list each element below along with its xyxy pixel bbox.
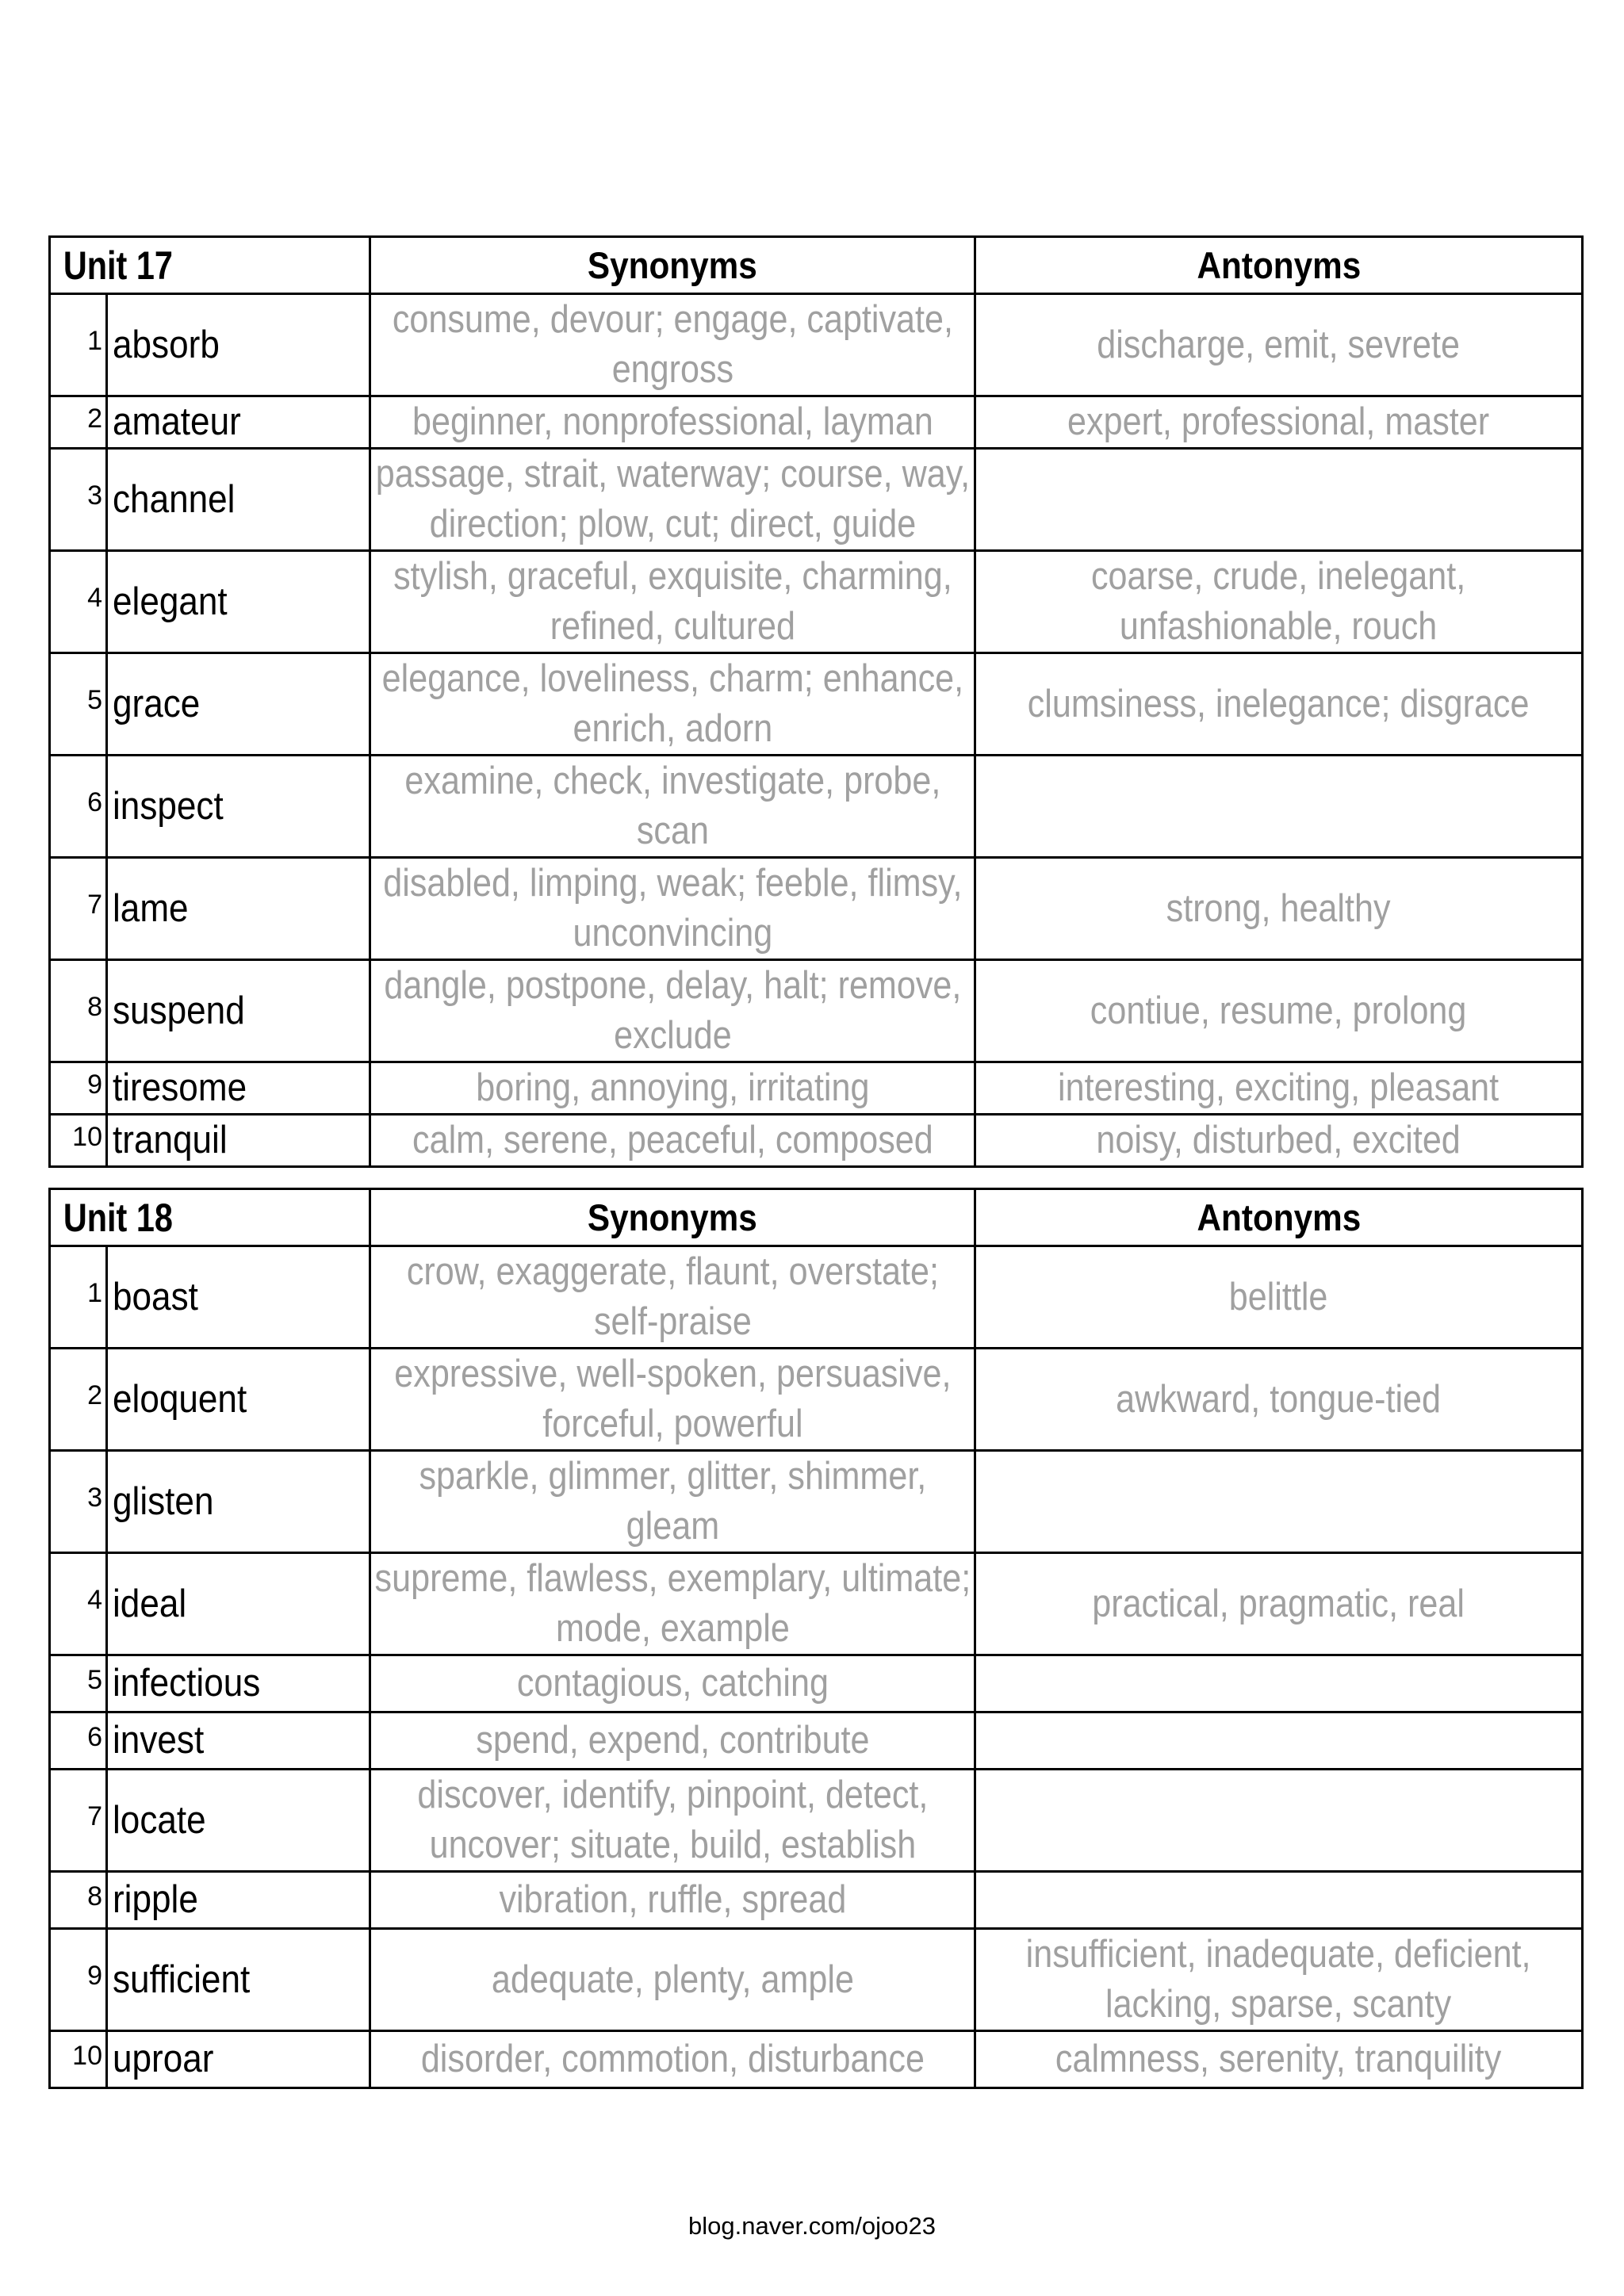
vocab-row [50,1712,1583,1770]
antonyms-text: expert, professional, master [1067,400,1490,443]
vocab-word [107,1770,370,1872]
row-number [50,1451,107,1553]
antonyms-cell [975,653,1583,756]
antonyms-text: strong, healthy [1166,886,1391,930]
vocab-word [107,1062,370,1115]
row-number [50,1246,107,1349]
antonyms-cell [975,1770,1583,1872]
synonyms-text: disabled, limping, weak; feeble, flimsy, unconvincing [382,862,963,955]
vocab-word [107,1451,370,1553]
vocab-row [50,1246,1583,1349]
row-number-text: 6 [87,1721,102,1752]
vocab-word-text: inspect [113,784,224,828]
row-number [50,858,107,960]
synonyms-cell [370,1553,975,1655]
antonyms-cell [975,1872,1583,1929]
synonyms-text: crow, exaggerate, flaunt, overstate; self-praise [406,1250,939,1343]
row-number-text: 5 [87,685,102,715]
synonyms-text: calm, serene, peaceful, composed [412,1119,933,1161]
vocab-word-text: ideal [113,1582,187,1625]
synonyms-cell [370,858,975,960]
antonyms-text: discharge, emit, sevrete [1097,323,1461,366]
vocab-word [107,960,370,1062]
synonyms-header-text: Synonyms [588,244,757,286]
vocab-word-text: infectious [113,1662,261,1705]
unit-17-body [50,237,1583,1167]
synonyms-cell [370,1929,975,2031]
footer-blog-url: blog.naver.com/ojoo23 [688,2212,936,2240]
synonyms-cell [370,1062,975,1115]
vocab-row [50,449,1583,551]
row-number-text: 5 [87,1664,102,1695]
synonyms-text: beginner, nonprofessional, layman [412,400,933,443]
synonyms-cell [370,396,975,449]
vocab-word [107,551,370,653]
synonyms-text: expressive, well-spoken, persuasive, forceful, powerful [393,1353,952,1445]
vocab-row [50,960,1583,1062]
row-number-text: 9 [87,1961,102,1991]
vocab-word [107,449,370,551]
antonyms-cell [975,1553,1583,1655]
synonyms-text: stylish, graceful, exquisite, charming, refined, cultured [393,555,952,648]
antonyms-cell [975,1655,1583,1712]
vocab-word-text: uproar [113,2038,214,2080]
antonyms-cell [975,551,1583,653]
row-number-text: 4 [87,1585,102,1615]
vocab-word [107,396,370,449]
synonyms-cell [370,1349,975,1451]
row-number-text: 2 [87,1380,102,1410]
synonyms-cell [370,1246,975,1349]
row-number-text: 7 [87,890,102,920]
antonyms-text: belittle [1229,1275,1328,1318]
vocab-word-text: lame [113,886,189,930]
synonyms-cell [370,960,975,1062]
vocab-word [107,858,370,960]
synonyms-text: examine, check, investigate, probe, scan [404,760,940,852]
vocab-word-text: channel [113,477,236,521]
unit-title [50,1189,345,1246]
vocab-row [50,1349,1583,1451]
antonyms-cell [975,858,1583,960]
unit-title-text: Unit 17 [62,243,172,288]
vocab-row [50,756,1583,858]
vocab-word-text: eloquent [113,1377,247,1421]
synonyms-text: discover, identify, pinpoint, detect, uncover; situate, build, establish [417,1774,929,1866]
vocab-word-text: glisten [113,1479,214,1523]
vocab-row [50,1655,1583,1712]
antonyms-header [975,237,1583,294]
antonyms-cell [975,1246,1583,1349]
vocab-word-text: tiresome [113,1066,247,1109]
row-number-text: 10 [72,2040,102,2071]
vocab-word-text: tranquil [113,1119,228,1161]
synonyms-text: elegance, loveliness, charm; enhance, enrich, adorn [381,657,963,750]
vocab-word [107,1872,370,1929]
vocab-row [50,396,1583,449]
vocab-word [107,2031,370,2088]
vocab-word [107,294,370,396]
vocab-row [50,551,1583,653]
antonyms-header-text: Antonyms [1197,1196,1361,1238]
antonyms-cell [975,1349,1583,1451]
vocab-word-text: absorb [113,323,220,366]
synonyms-cell [370,1770,975,1872]
antonyms-text: calmness, serenity, tranquility [1055,2038,1502,2080]
row-number [50,1872,107,1929]
vocab-word [107,1115,370,1167]
unit-18-body [50,1189,1583,2088]
synonyms-cell [370,756,975,858]
antonyms-text: contiue, resume, prolong [1090,989,1467,1032]
unit-title-text: Unit 18 [62,1195,172,1240]
antonyms-cell [975,2031,1583,2088]
row-number [50,1115,107,1167]
vocab-word [107,1712,370,1770]
synonyms-header [370,1189,975,1246]
synonyms-cell [370,449,975,551]
vocab-row [50,294,1583,396]
row-number [50,294,107,396]
vocab-word [107,756,370,858]
antonyms-cell [975,449,1583,551]
antonyms-text: practical, pragmatic, real [1092,1582,1465,1625]
row-number [50,2031,107,2088]
synonyms-header [370,237,975,294]
row-number-text: 3 [87,480,102,511]
vocab-row [50,1929,1583,2031]
row-number [50,653,107,756]
row-number-text: 8 [87,992,102,1022]
synonyms-cell [370,294,975,396]
antonyms-cell [975,294,1583,396]
row-number-text: 7 [87,1801,102,1831]
row-number-text: 6 [87,787,102,817]
synonyms-cell [370,1712,975,1770]
vocab-word-text: invest [113,1719,205,1762]
vocab-word-text: boast [113,1275,198,1318]
synonyms-cell [370,551,975,653]
row-number [50,1712,107,1770]
vocab-word-text: grace [113,682,201,725]
synonyms-text: adequate, plenty, ample [491,1957,854,2001]
vocab-word-text: ripple [113,1878,198,1921]
vocab-row [50,1553,1583,1655]
row-number-text: 3 [87,1483,102,1513]
antonyms-header-text: Antonyms [1197,244,1361,286]
antonyms-cell [975,960,1583,1062]
vocab-row [50,1062,1583,1115]
header-row [50,1189,1583,1246]
vocab-word [107,1929,370,2031]
antonyms-text: insufficient, inadequate, deficient, lacking, sparse, scanty [1026,1933,1531,2026]
vocab-row [50,2031,1583,2088]
antonyms-text: awkward, tongue-tied [1116,1377,1442,1421]
synonyms-cell [370,1655,975,1712]
synonyms-text: consume, devour; engage, captivate, engross [392,298,953,391]
vocab-row [50,1872,1583,1929]
row-number-text: 9 [87,1069,102,1100]
antonyms-text: coarse, crude, inelegant, unfashionable, rouch [1091,555,1466,648]
antonyms-cell [975,1115,1583,1167]
antonyms-cell [975,1451,1583,1553]
unit-18-table [48,1188,1584,2089]
synonyms-cell [370,2031,975,2088]
antonyms-text: interesting, exciting, pleasant [1058,1066,1500,1109]
row-number-text: 1 [87,326,102,356]
vocab-row [50,653,1583,756]
row-number [50,551,107,653]
row-number [50,756,107,858]
unit-title [50,237,345,294]
vocab-word-text: amateur [113,400,241,443]
synonyms-text: supreme, flawless, exemplary, ultimate; mode, example [374,1557,971,1650]
vocab-row [50,1451,1583,1553]
antonyms-cell [975,1062,1583,1115]
vocab-word [107,1655,370,1712]
antonyms-cell [975,1712,1583,1770]
row-number [50,1349,107,1451]
synonyms-cell [370,1872,975,1929]
vocab-row [50,1770,1583,1872]
vocab-word [107,653,370,756]
synonyms-text: sparkle, glimmer, glitter, shimmer, gleam [419,1455,926,1548]
antonyms-text: noisy, disturbed, excited [1096,1119,1461,1161]
vocab-word [107,1553,370,1655]
row-number [50,1929,107,2031]
vocab-row [50,858,1583,960]
synonyms-text: spend, expend, contribute [475,1719,870,1762]
row-number [50,396,107,449]
synonyms-cell [370,653,975,756]
row-number-text: 8 [87,1881,102,1911]
row-number [50,1770,107,1872]
header-row [50,237,1583,294]
synonyms-text: contagious, catching [516,1662,829,1705]
row-number [50,1062,107,1115]
synonyms-text: boring, annoying, irritating [475,1066,870,1109]
row-number [50,960,107,1062]
synonyms-header-text: Synonyms [588,1196,757,1238]
row-number [50,1655,107,1712]
vocab-word-text: sufficient [113,1957,251,2001]
row-number [50,449,107,551]
unit-17-table [48,235,1584,1168]
vocab-word-text: suspend [113,989,245,1032]
antonyms-cell [975,756,1583,858]
antonyms-text: clumsiness, inelegance; disgrace [1028,682,1530,725]
antonyms-cell [975,1929,1583,2031]
row-number [50,1553,107,1655]
vocab-word-text: elegant [113,580,228,623]
antonyms-header [975,1189,1583,1246]
vocab-word [107,1246,370,1349]
antonyms-cell [975,396,1583,449]
vocab-row [50,1115,1583,1167]
synonyms-text: vibration, ruffle, spread [499,1878,846,1921]
row-number-text: 2 [87,403,102,434]
row-number-text: 1 [87,1278,102,1308]
synonyms-text: passage, strait, waterway; course, way, direction; plow, cut; direct, guide [375,453,970,545]
vocab-word-text: locate [113,1798,206,1842]
synonyms-text: dangle, postpone, delay, halt; remove, exclude [384,964,961,1057]
synonyms-cell [370,1451,975,1553]
synonyms-text: disorder, commotion, disturbance [420,2038,925,2080]
vocab-word [107,1349,370,1451]
row-number-text: 10 [72,1121,102,1152]
row-number-text: 4 [87,583,102,613]
synonyms-cell [370,1115,975,1167]
